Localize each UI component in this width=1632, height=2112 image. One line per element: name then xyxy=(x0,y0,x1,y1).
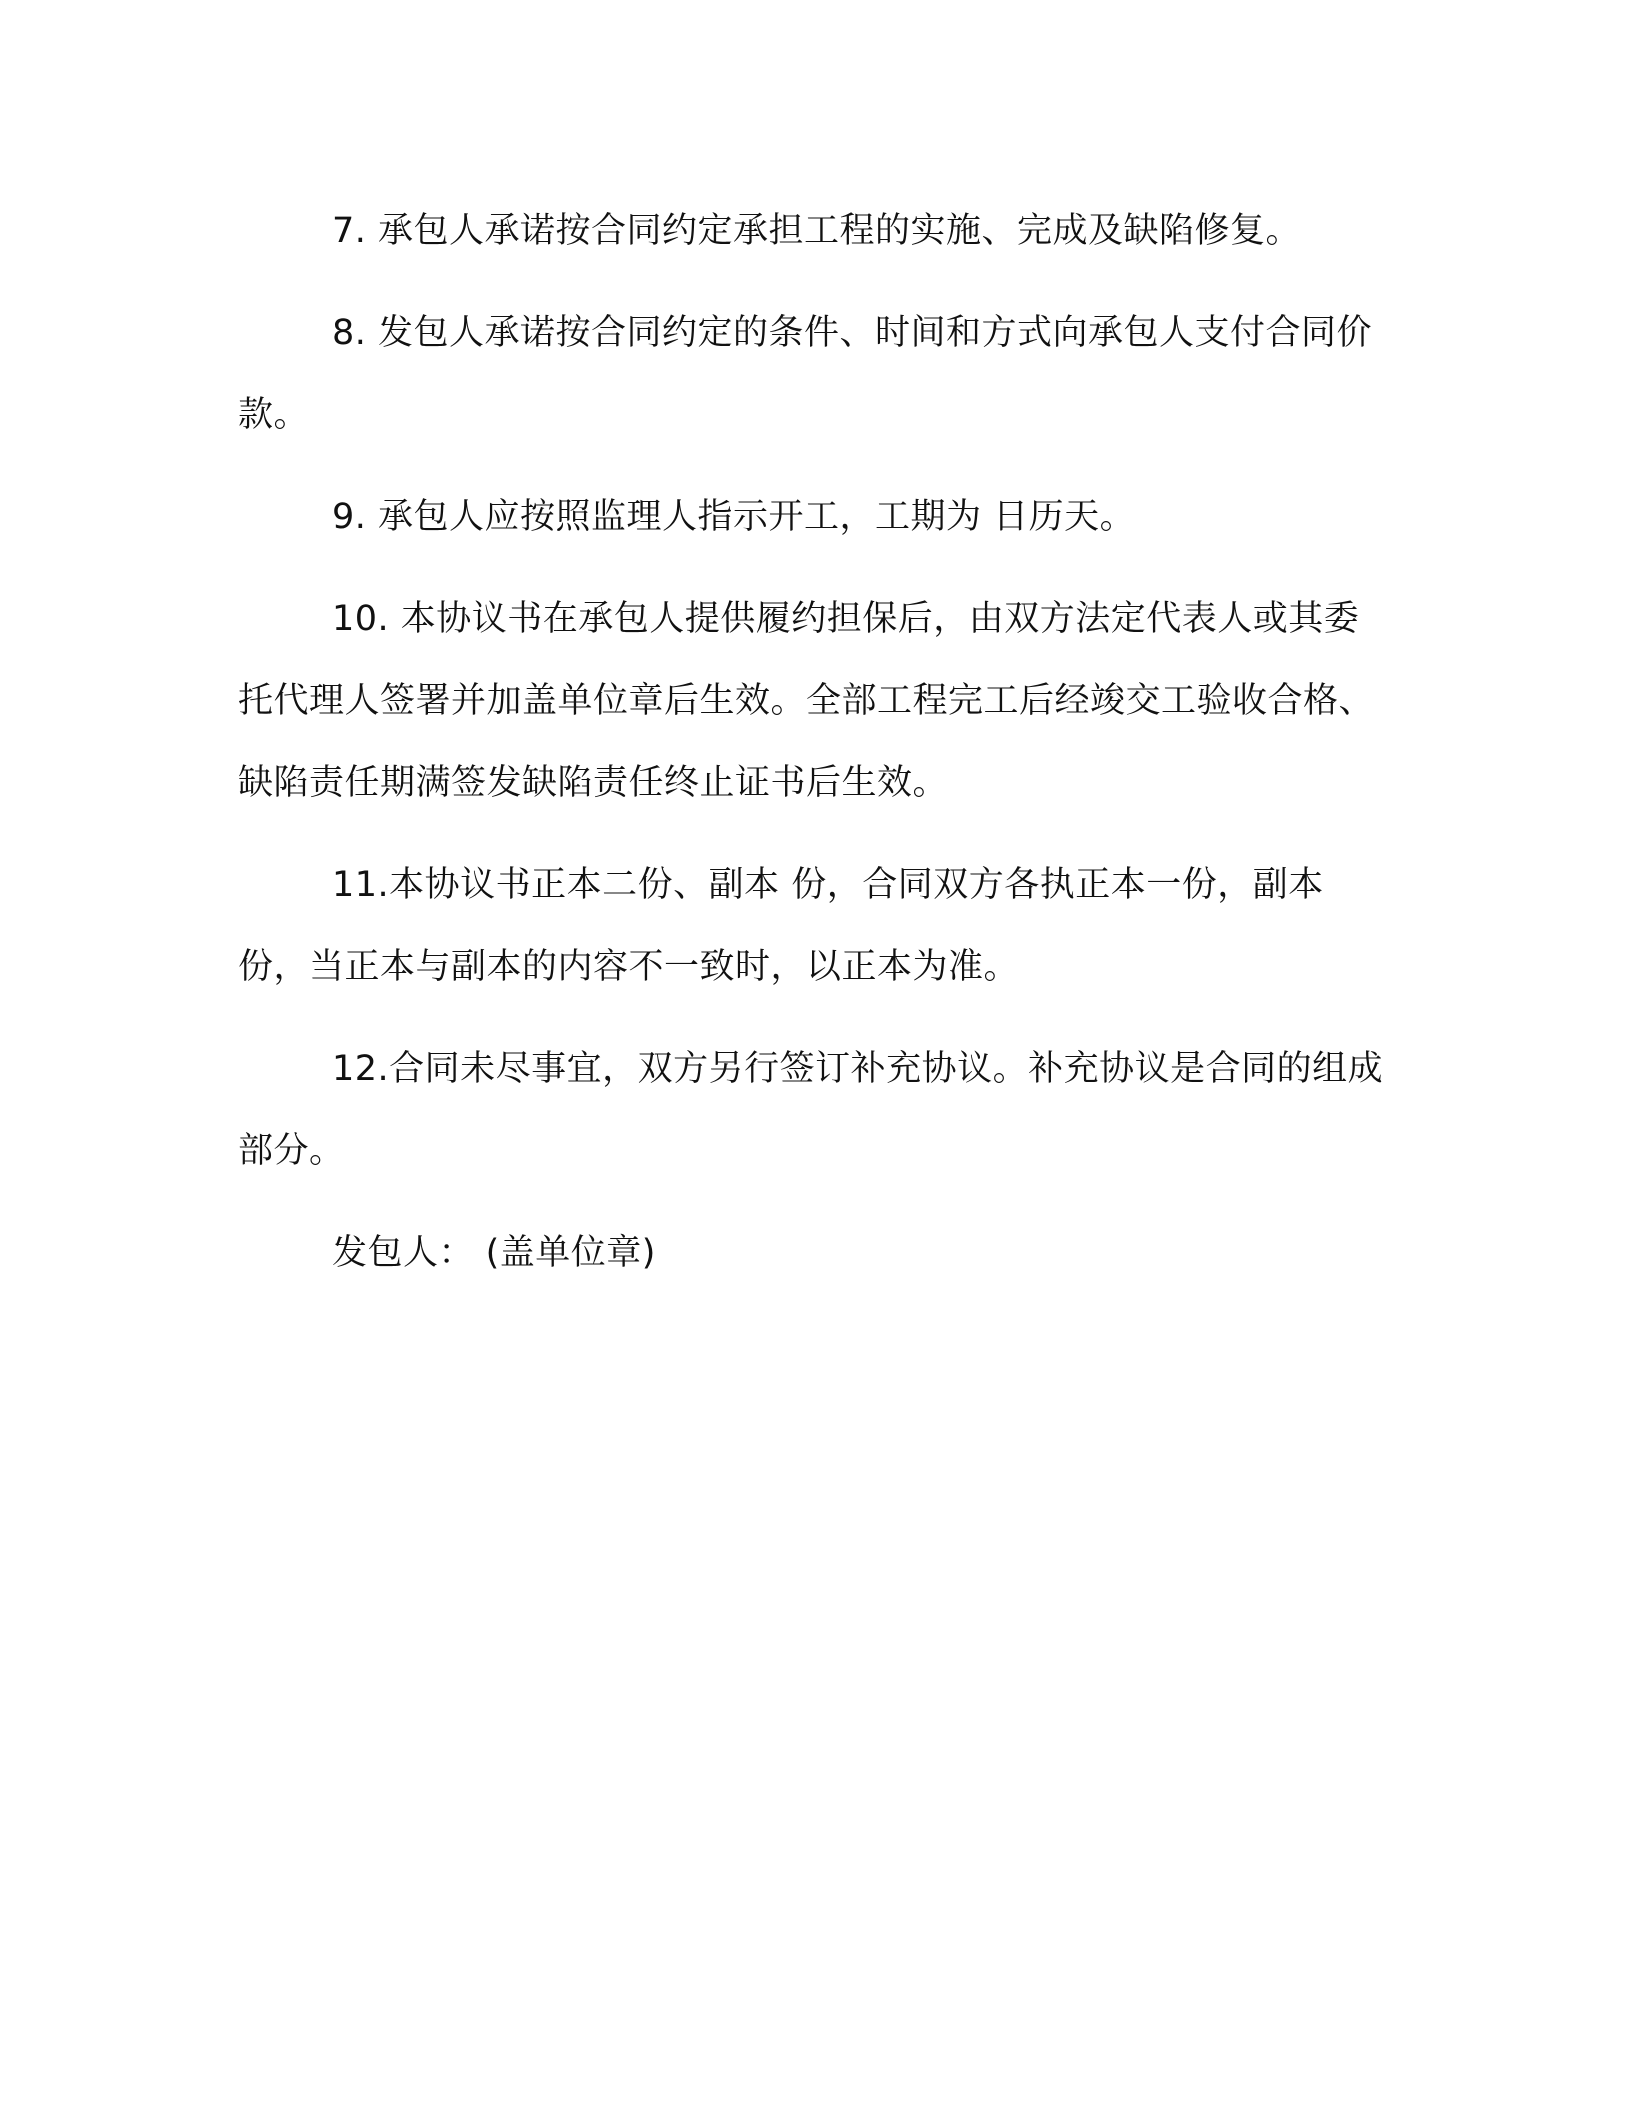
clause-8: 8. 发包人承诺按合同约定的条件、时间和方式向承包人支付合同价款。 xyxy=(238,313,1373,435)
clause-9: 9. 承包人应按照监理人指示开工，工期为 日历天。 xyxy=(332,497,1136,537)
clause-12: 12.合同未尽事宜，双方另行签订补充协议。补充协议是合同的组成部分。 xyxy=(238,1049,1384,1171)
document-body xyxy=(238,190,1394,1294)
employer-signature-line: 发包人： (盖单位章) xyxy=(332,1233,656,1273)
clause-7: 7. 承包人承诺按合同约定承担工程的实施、完成及缺陷修复。 xyxy=(332,211,1302,251)
clause-10: 10. 本协议书在承包人提供履约担保后，由双方法定代表人或其委托代理人签署并加盖单位章后生效。全部工程完工后经竣交工验收合格、缺陷责任期满签发缺陷责任终止证书后生效。 xyxy=(238,599,1375,803)
clause-11: 11.本协议书正本二份、副本 份，合同双方各执正本一份，副本 份，当正本与副本的内容不一致时，以正本为准。 xyxy=(238,865,1324,987)
